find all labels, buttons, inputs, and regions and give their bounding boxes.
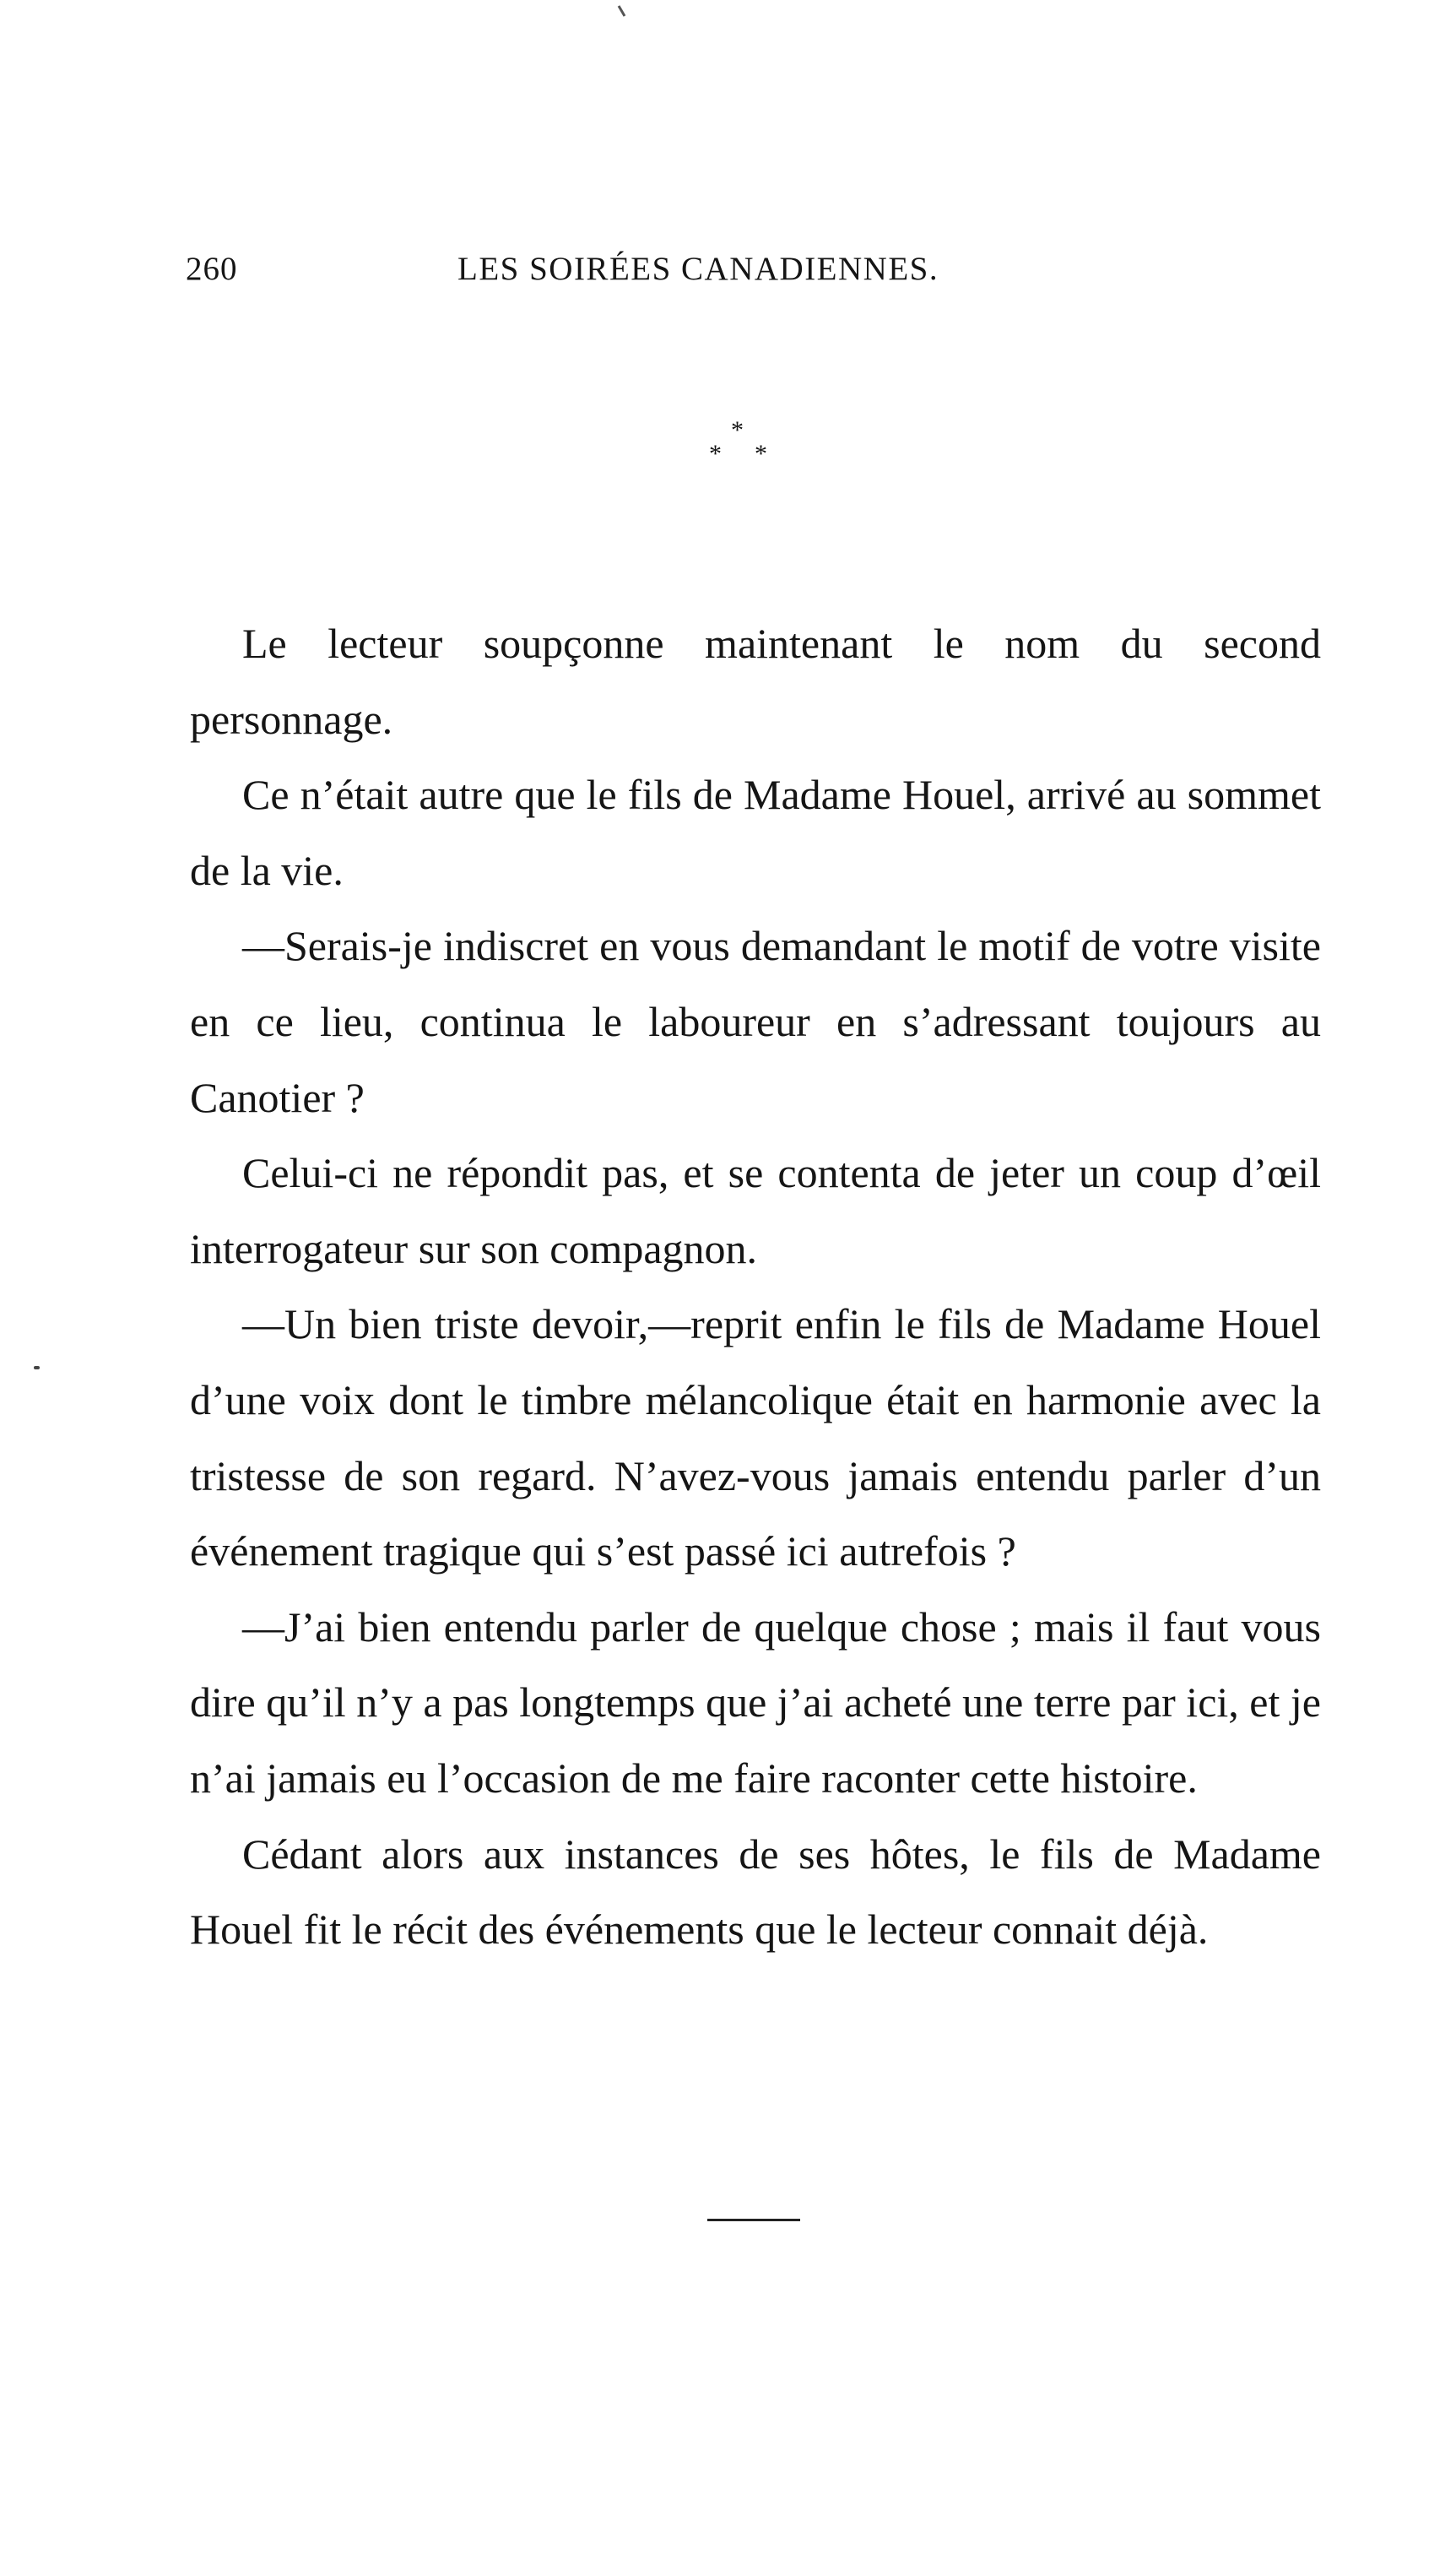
page-number: 260 — [186, 251, 238, 287]
asterisk-icon: * — [709, 440, 722, 468]
asterisk-icon: * — [731, 416, 744, 444]
page-header — [186, 250, 1304, 301]
paragraph: Ce n’était autre que le fils de Madame Houel, arrivé au sommet de la vie. — [190, 771, 1321, 894]
stray-ink-mark — [34, 1366, 40, 1369]
paragraph: Celui-ci ne répondit pas, et se contenta de jeter un coup d’œil interrogateur sur son compagnon. — [190, 1149, 1321, 1272]
stray-ink-mark — [618, 5, 626, 17]
paragraph: Le lecteur soupçonne maintenant le nom du second personnage. — [190, 620, 1321, 743]
body-text — [190, 606, 1321, 1968]
paragraph: —Un bien triste devoir,—reprit enfin le fils de Madame Houel d’une voix dont le timbre mélancolique était en harmonie avec la tristesse de son regard. N’avez-vous jamais entendu parler d’un événement tragique qui s’est passé ici autrefois ? — [190, 1300, 1321, 1575]
running-head: LES SOIRÉES CANADIENNES. — [457, 251, 939, 287]
paragraph: —Serais-je indiscret en vous demandant le motif de votre visite en ce lieu, continua le laboureur en s’adressant toujours au Canotier ? — [190, 922, 1321, 1121]
section-break-asterism — [701, 418, 785, 485]
paragraph: —J’ai bien entendu parler de quelque chose ; mais il faut vous dire qu’il n’y a pas longtemps que j’ai acheté une terre par ici, et je n’ai jamais eu l’occasion de me faire raconter cette histoire. — [190, 1602, 1321, 1802]
section-end-rule — [707, 2219, 800, 2221]
asterisk-icon: * — [755, 440, 767, 468]
paragraph: Cédant alors aux instances de ses hôtes, le fils de Madame Houel fit le récit des événements que le lecteur connait déjà. — [190, 1830, 1321, 1954]
